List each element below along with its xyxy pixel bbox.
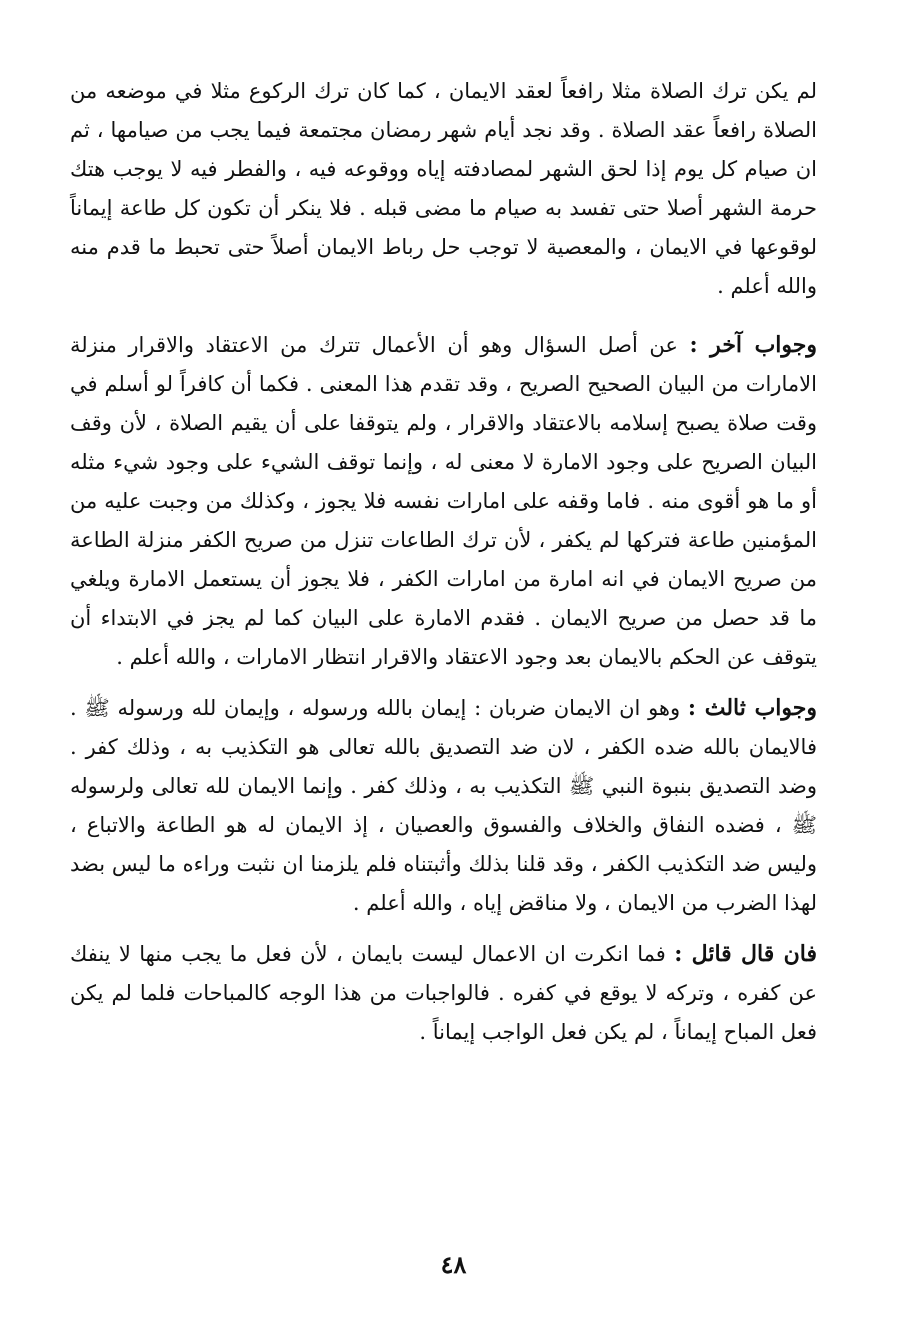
- paragraph-3-lead: وجواب ثالث :: [687, 695, 817, 721]
- page-body: [70, 72, 817, 1052]
- paragraph-1: [70, 72, 817, 306]
- paragraph-3-text: وهو ان الايمان ضربان : إيمان بالله ورسوله ، وإيمان لله ورسوله ﷺ . فالايمان بالله ضده الكفر ، لان ضد التصديق بالله تعالى هو التكذيب به ، وذلك كفر . وضد التصديق بنبوة النبي ﷺ التكذيب به ، وذلك كفر . وإنما الايمان لله تعالى ولرسوله ﷺ ، فضده النفاق والخلاف والفسوق والعصيان ، إذ الايمان له هو الطاعة والاتباع ، وليس ضد التكذيب الكفر ، وقد قلنا بذلك وأثبتناه فلم يلزمنا ان نثبت وراءه ما ليس بضد لهذا الضرب من الايمان ، ولا مناقض إياه ، والله أعلم .: [70, 696, 817, 915]
- paragraph-1-text: لم يكن ترك الصلاة مثلا رافعاً لعقد الايمان ، كما كان ترك الركوع مثلا في موضعه من الصلاة رافعاً عقد الصلاة . وقد نجد أيام شهر رمضان مجتمعة فيما يجب من صيامها ، ثم ان صيام كل يوم إذا لحق الشهر لمصادفته إياه ووقوعه فيه ، والفطر فيه لا يوجب هتك حرمة الشهر أصلا حتى تفسد به صيام ما مضى قبله . فلا ينكر أن تكون كل طاعة إيماناً لوقوعها في الايمان ، والمعصية لا توجب حل رباط الايمان أصلاً حتى تحبط ما قدم منه والله أعلم .: [70, 79, 817, 298]
- paragraph-4-text: فما انكرت ان الاعمال ليست بايمان ، لأن فعل ما يجب منها لا ينفك عن كفره ، وتركه لا يوقع في كفره . فالواجبات من هذا الوجه كالمباحات فلما لم يكن فعل المباح إيماناً ، لم يكن فعل الواجب إيماناً .: [70, 942, 817, 1044]
- paragraph-2-text: عن أصل السؤال وهو أن الأعمال تترك من الاعتقاد والاقرار منزلة الامارات من البيان الصحيح الصريح ، وقد تقدم هذا المعنى . فكما أن كافراً لو أسلم في وقت صلاة يصبح إسلامه بالاعتقاد والاقرار ، ولم يتوقفا على أن يقيم الصلاة ، لأن وقف البيان الصريح على وجود الامارة لا معنى له ، وإنما توقف الشيء على وجود شيء مثله أو ما هو أقوى منه . فاما وقفه على امارات نفسه فلا يجوز ، وكذلك من وجبت عليه من المؤمنين طاعة فتركها لم يكفر ، لأن ترك الطاعات تنزل من صريح الكفر منزلة الطاعة من صريح الايمان في انه امارة من امارات الكفر ، فلا يجوز أن يستعمل الامارة ويلغي ما قد حصل من صريح الايمان . فقدم الامارة على البيان كما لم يجز في الابتداء أن يتوقف عن الحكم بالايمان بعد وجود الاعتقاد والاقرار انتظار الامارات ، والله أعلم .: [70, 333, 817, 669]
- paragraph-3: [70, 689, 817, 923]
- paragraph-2-lead: وجواب آخر :: [689, 332, 817, 358]
- paragraph-4-lead: فان قال قائل :: [674, 941, 817, 967]
- paragraph-4: [70, 935, 817, 1052]
- paragraph-2: [70, 326, 817, 677]
- page-number: ٤٨: [440, 1250, 467, 1279]
